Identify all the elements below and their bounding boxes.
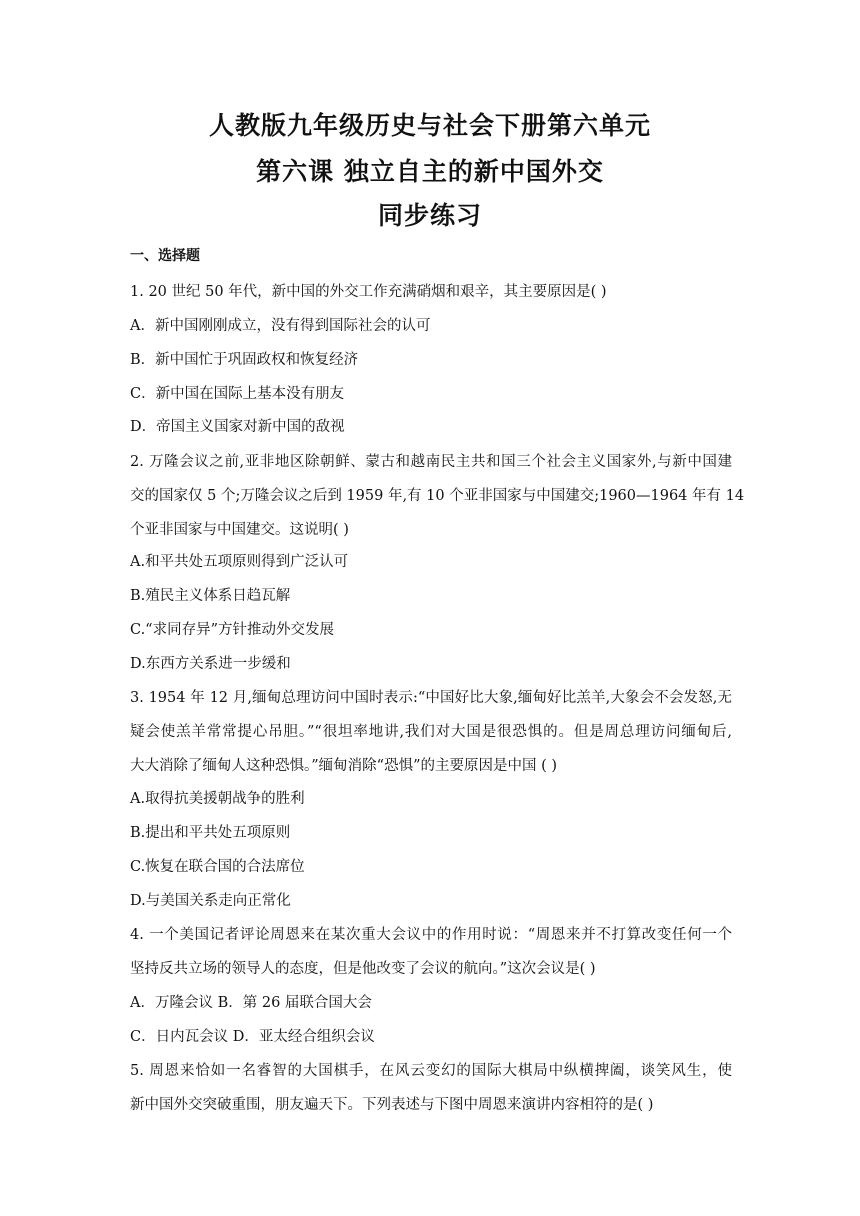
question-3-stem-line-1: 3. 1954 年 12 月,缅甸总理访问中国时表示:“中国好比大象,缅甸好比羔羊,大象会不会发怒,无 [130,690,732,706]
question-3-stem-line-3: 大大消除了缅甸人这种恐惧。”缅甸消除“恐惧”的主要原因是中国 ( ) [130,758,558,774]
question-3-option-b: B.提出和平共处五项原则 [130,825,291,841]
question-2-stem-line-2: 交的国家仅 5 个;万隆会议之后到 1959 年,有 10 个亚非国家与中国建交;1960—1964 年有 14 [130,488,745,504]
question-1-option-b: B．新中国忙于巩固政权和恢复经济 [130,352,359,368]
document-title-line-1: 人教版九年级历史与社会下册第六单元 [208,111,651,140]
question-4-stem-line-2: 坚持反共立场的领导人的态度，但是他改变了会议的航向。”这次会议是( ) [130,961,596,977]
question-2-stem-line-1: 2. 万隆会议之前,亚非地区除朝鲜、蒙古和越南民主共和国三个社会主义国家外,与新中国建 [130,454,732,470]
question-4-options-row-2: C．日内瓦会议 D．亚太经合组织会议 [130,1029,375,1045]
document-title-line-3: 同步练习 [377,201,482,230]
question-2-option-d: D.东西方关系进一步缓和 [130,656,291,672]
question-1-option-d: D．帝国主义国家对新中国的敌视 [130,419,345,435]
question-3-stem-line-2: 疑会使羔羊常常提心吊胆。”“很坦率地讲,我们对大国是很恐惧的。但是周总理访问缅甸后, [130,724,732,740]
question-2-option-a: A.和平共处五项原则得到广泛认可 [130,554,349,570]
question-3-option-a: A.取得抗美援朝战争的胜利 [130,791,305,807]
question-1-stem: 1. 20 世纪 50 年代，新中国的外交工作充满硝烟和艰辛，其主要原因是( ) [130,284,607,300]
question-2-option-b: B.殖民主义体系日趋瓦解 [130,588,291,604]
question-1-option-a: A．新中国刚刚成立，没有得到国际社会的认可 [130,318,431,334]
document-title-line-2: 第六课 独立自主的新中国外交 [256,157,604,186]
question-3-option-c: C.恢复在联合国的合法席位 [130,859,305,875]
question-5-stem-line-2: 新中国外交突破重围，朋友遍天下。下列表述与下图中周恩来演讲内容相符的是( ) [130,1097,654,1113]
question-2-stem-line-3: 个亚非国家与中国建交。这说明( ) [130,522,349,538]
question-5-stem-line-1: 5. 周恩来恰如一名睿智的大国棋手，在风云变幻的国际大棋局中纵横捭阖，谈笑风生，使 [130,1063,732,1079]
section-heading: 一、选择题 [130,248,200,264]
question-3-option-d: D.与美国关系走向正常化 [130,893,291,909]
question-1-option-c: C．新中国在国际上基本没有朋友 [130,386,345,402]
question-4-options-row-1: A．万隆会议 B．第 26 届联合国大会 [130,995,372,1011]
question-4-stem-line-1: 4. 一个美国记者评论周恩来在某次重大会议中的作用时说：“周恩来并不打算改变任何一个 [130,927,732,943]
question-2-option-c: C.“求同存异”方针推动外交发展 [130,622,335,638]
